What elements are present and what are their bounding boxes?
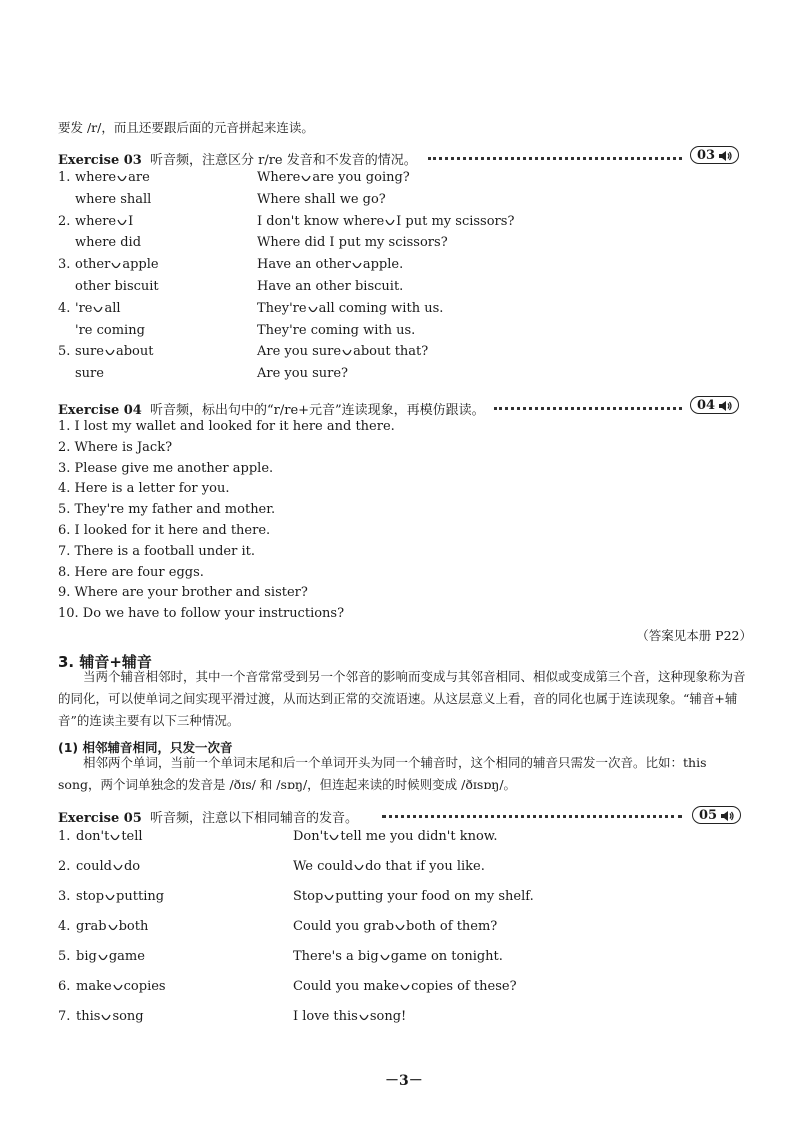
phrase-part: about: [115, 344, 154, 360]
phrase-part: I don't know where: [257, 213, 385, 229]
phrase-part: make: [76, 979, 112, 994]
phrase-part: where did: [75, 235, 142, 251]
phrase-part: putting your food on my shelf.: [335, 889, 534, 904]
subsection-paragraph: 相邻两个单词，当前一个单词末尾和后一个单词开头为同一个辅音时，这个相同的辅音只需发一次音。比如：this song，两个词单独念的发音是 /ðɪs/ 和 /sɒŋ/，但连起来读的时候则变成 /ðɪsɒŋ/。: [58, 755, 707, 792]
phrase-part: stop: [76, 889, 105, 904]
phrase-part: There's a big: [293, 949, 379, 964]
track-number: 03: [697, 148, 716, 163]
phrase-part: apple.: [362, 257, 404, 273]
sentence-item: 2. Where is Jack?: [58, 439, 173, 455]
word-pair: [75, 323, 145, 338]
example-sentence: [293, 919, 497, 934]
section-title: 3. 辅音+辅音: [58, 653, 152, 671]
item-number: 1.: [58, 170, 71, 185]
phrase-part: don't: [76, 829, 110, 844]
phrase-part: are: [128, 170, 150, 185]
word-pair: [75, 170, 150, 185]
leader-dots: [428, 157, 682, 160]
phrase-part: We could: [293, 859, 354, 874]
example-sentence: [257, 344, 428, 359]
phrase-part: Stop: [293, 889, 324, 904]
speaker-icon: [718, 400, 732, 418]
liaison-mark: [395, 924, 405, 933]
sentence-item: 10. Do we have to follow your instructions?: [58, 606, 345, 622]
example-sentence: [257, 279, 403, 294]
liaison-mark: [117, 219, 127, 228]
exercise-03-name: Exercise 03: [58, 153, 142, 168]
phrase-part: game: [108, 949, 145, 964]
phrase-part: apple: [122, 257, 159, 273]
phrase-part: do: [123, 859, 141, 874]
liaison-mark: [108, 924, 118, 933]
word-pair: [75, 235, 141, 250]
phrase-part: could: [76, 859, 112, 874]
phrase-part: this: [76, 1009, 101, 1024]
item-number: 2.: [58, 213, 71, 229]
item-number: 4.: [58, 919, 71, 934]
phrase-part: I love this: [293, 1009, 358, 1024]
sentence-item: 4. Here is a letter for you.: [58, 481, 230, 497]
liaison-mark: [105, 894, 115, 903]
liaison-mark: [380, 954, 390, 963]
phrase-part: sure: [75, 366, 104, 382]
phrase-part: I put my scissors?: [396, 213, 515, 229]
example-sentence: [257, 323, 415, 338]
item-number: 2.: [58, 859, 71, 874]
liaison-mark: [98, 954, 108, 963]
liaison-mark: [324, 894, 334, 903]
phrase-part: song!: [369, 1009, 407, 1024]
item-number: 5.: [58, 949, 71, 964]
exercise-03-header: [58, 149, 417, 167]
word-pair: [76, 859, 140, 874]
liaison-mark: [359, 1014, 369, 1023]
liaison-mark: [93, 306, 103, 315]
liaison-mark: [354, 864, 364, 873]
phrase-part: big: [76, 949, 97, 964]
phrase-part: Are you sure: [257, 344, 342, 360]
phrase-part: Are you sure?: [257, 366, 349, 382]
audio-track-04-button[interactable]: [690, 396, 739, 414]
phrase-part: Have an other: [257, 257, 351, 273]
liaison-mark: [110, 834, 120, 843]
audio-track-05-button[interactable]: [692, 806, 741, 824]
liaison-mark: [113, 864, 123, 873]
liaison-mark: [111, 262, 121, 271]
liaison-mark: [308, 306, 318, 315]
example-sentence: [257, 366, 348, 381]
example-sentence: [257, 235, 448, 250]
liaison-mark: [385, 219, 395, 228]
word-pair: [76, 829, 143, 844]
word-pair: [76, 979, 166, 994]
phrase-part: other biscuit: [75, 279, 159, 294]
example-sentence: [257, 301, 443, 316]
example-sentence: [293, 829, 498, 844]
phrase-part: all coming with us.: [318, 300, 444, 316]
exercise-05-header: [58, 807, 358, 825]
item-number: 6.: [58, 979, 71, 994]
phrase-part: They're: [257, 300, 307, 316]
item-number: 4.: [58, 300, 71, 316]
phrase-part: 're coming: [75, 322, 145, 338]
exercise-05-instruction: 听音频，注意以下相同辅音的发音。: [149, 811, 358, 826]
phrase-part: about that?: [353, 344, 429, 360]
phrase-part: Have an other biscuit.: [257, 279, 404, 294]
phrase-part: putting: [116, 889, 165, 904]
exercise-04-instruction: 听音频，标出句中的“r/re+元音”连读现象，再模仿跟读。: [149, 403, 485, 418]
phrase-part: copies: [123, 979, 166, 994]
phrase-part: copies of these?: [411, 979, 517, 994]
phrase-part: Could you grab: [293, 919, 395, 934]
liaison-mark: [105, 349, 115, 358]
page-number: －3－: [385, 1073, 423, 1089]
audio-track-03-button[interactable]: [690, 146, 739, 164]
leader-dots: [382, 815, 682, 818]
word-pair: [76, 1009, 144, 1024]
example-sentence: [257, 170, 410, 185]
item-number: 5.: [58, 344, 71, 360]
phrase-part: Where did I put my scissors?: [257, 235, 448, 251]
phrase-part: song: [112, 1009, 144, 1024]
example-sentence: [293, 889, 534, 904]
phrase-part: other: [75, 257, 111, 273]
example-sentence: [293, 949, 503, 964]
leader-dots: [494, 407, 682, 410]
sentence-item: 7. There is a football under it.: [58, 543, 255, 559]
liaison-mark: [400, 984, 410, 993]
word-pair: [75, 344, 153, 359]
sentence-item: 5. They're my father and mother.: [58, 502, 276, 518]
exercise-04-name: Exercise 04: [58, 403, 142, 418]
phrase-part: where: [75, 170, 117, 185]
sentence-item: 1. I lost my wallet and looked for it here and there.: [58, 419, 395, 434]
section-paragraph: 当两个辅音相邻时，其中一个音常常受到另一个邻音的影响而变成与其邻音相同、相似或变成第三个音，这种现象称为音的同化，可以使单词之间实现平滑过渡，从而达到正常的交流语速。从这层意义上看，音的同化也属于连读现象。“辅音+辅音”的连读主要有以下三种情况。: [58, 669, 746, 728]
phrase-part: both: [118, 919, 149, 934]
phrase-part: game on tonight.: [390, 949, 503, 964]
liaison-mark: [329, 834, 339, 843]
word-pair: [76, 889, 164, 904]
phrase-part: tell me you didn't know.: [340, 829, 498, 844]
item-number: 7.: [58, 1009, 71, 1024]
sentence-item: 9. Where are your brother and sister?: [58, 585, 308, 601]
liaison-mark: [352, 262, 362, 271]
liaison-mark: [117, 175, 127, 184]
liaison-mark: [301, 175, 311, 184]
phrase-part: 're: [75, 300, 93, 316]
phrase-part: Where shall we go?: [257, 191, 386, 207]
track-number: 05: [699, 808, 718, 823]
phrase-part: Don't: [293, 829, 329, 844]
word-pair: [75, 366, 104, 381]
phrase-part: tell: [121, 829, 143, 844]
liaison-mark: [342, 349, 352, 358]
example-sentence: [257, 192, 386, 207]
phrase-part: Could you make: [293, 979, 400, 994]
word-pair: [75, 279, 159, 294]
speaker-icon: [718, 150, 732, 168]
example-sentence: [257, 257, 403, 272]
word-pair: [76, 919, 148, 934]
intro-line: 要发 /r/，而且还要跟后面的元音拼起来连读。: [58, 120, 314, 135]
example-sentence: [293, 979, 517, 994]
word-pair: [76, 949, 145, 964]
exercise-04-header: [58, 399, 485, 417]
phrase-part: Where: [257, 170, 301, 185]
phrase-part: They're coming with us.: [257, 322, 416, 338]
phrase-part: both of them?: [406, 919, 498, 934]
phrase-part: all: [104, 300, 121, 316]
item-number: 3.: [58, 257, 71, 273]
phrase-part: where: [75, 213, 117, 229]
subsection-title: (1) 相邻辅音相同，只发一次音: [58, 740, 233, 755]
sentence-item: 6. I looked for it here and there.: [58, 523, 271, 538]
phrase-part: grab: [76, 919, 107, 934]
liaison-mark: [113, 984, 123, 993]
phrase-part: are you going?: [312, 170, 410, 185]
word-pair: [75, 214, 133, 229]
liaison-mark: [101, 1014, 111, 1023]
item-number: 3.: [58, 889, 71, 904]
track-number: 04: [697, 398, 716, 413]
example-sentence: [293, 859, 485, 874]
phrase-part: I: [128, 213, 134, 229]
item-number: 1.: [58, 829, 71, 844]
exercise-03-instruction: 听音频，注意区分 r/re 发音和不发音的情况。: [149, 153, 417, 168]
speaker-icon: [720, 810, 734, 828]
example-sentence: [257, 214, 514, 229]
answer-reference: （答案见本册 P22）: [636, 628, 752, 643]
word-pair: [75, 257, 159, 272]
phrase-part: sure: [75, 344, 104, 360]
exercise-05-name: Exercise 05: [58, 811, 142, 826]
sentence-item: 8. Here are four eggs.: [58, 564, 204, 580]
phrase-part: do that if you like.: [365, 859, 485, 874]
sentence-item: 3. Please give me another apple.: [58, 460, 274, 476]
word-pair: [75, 301, 121, 316]
example-sentence: [293, 1009, 406, 1024]
word-pair: [75, 192, 151, 207]
phrase-part: where shall: [75, 191, 152, 207]
